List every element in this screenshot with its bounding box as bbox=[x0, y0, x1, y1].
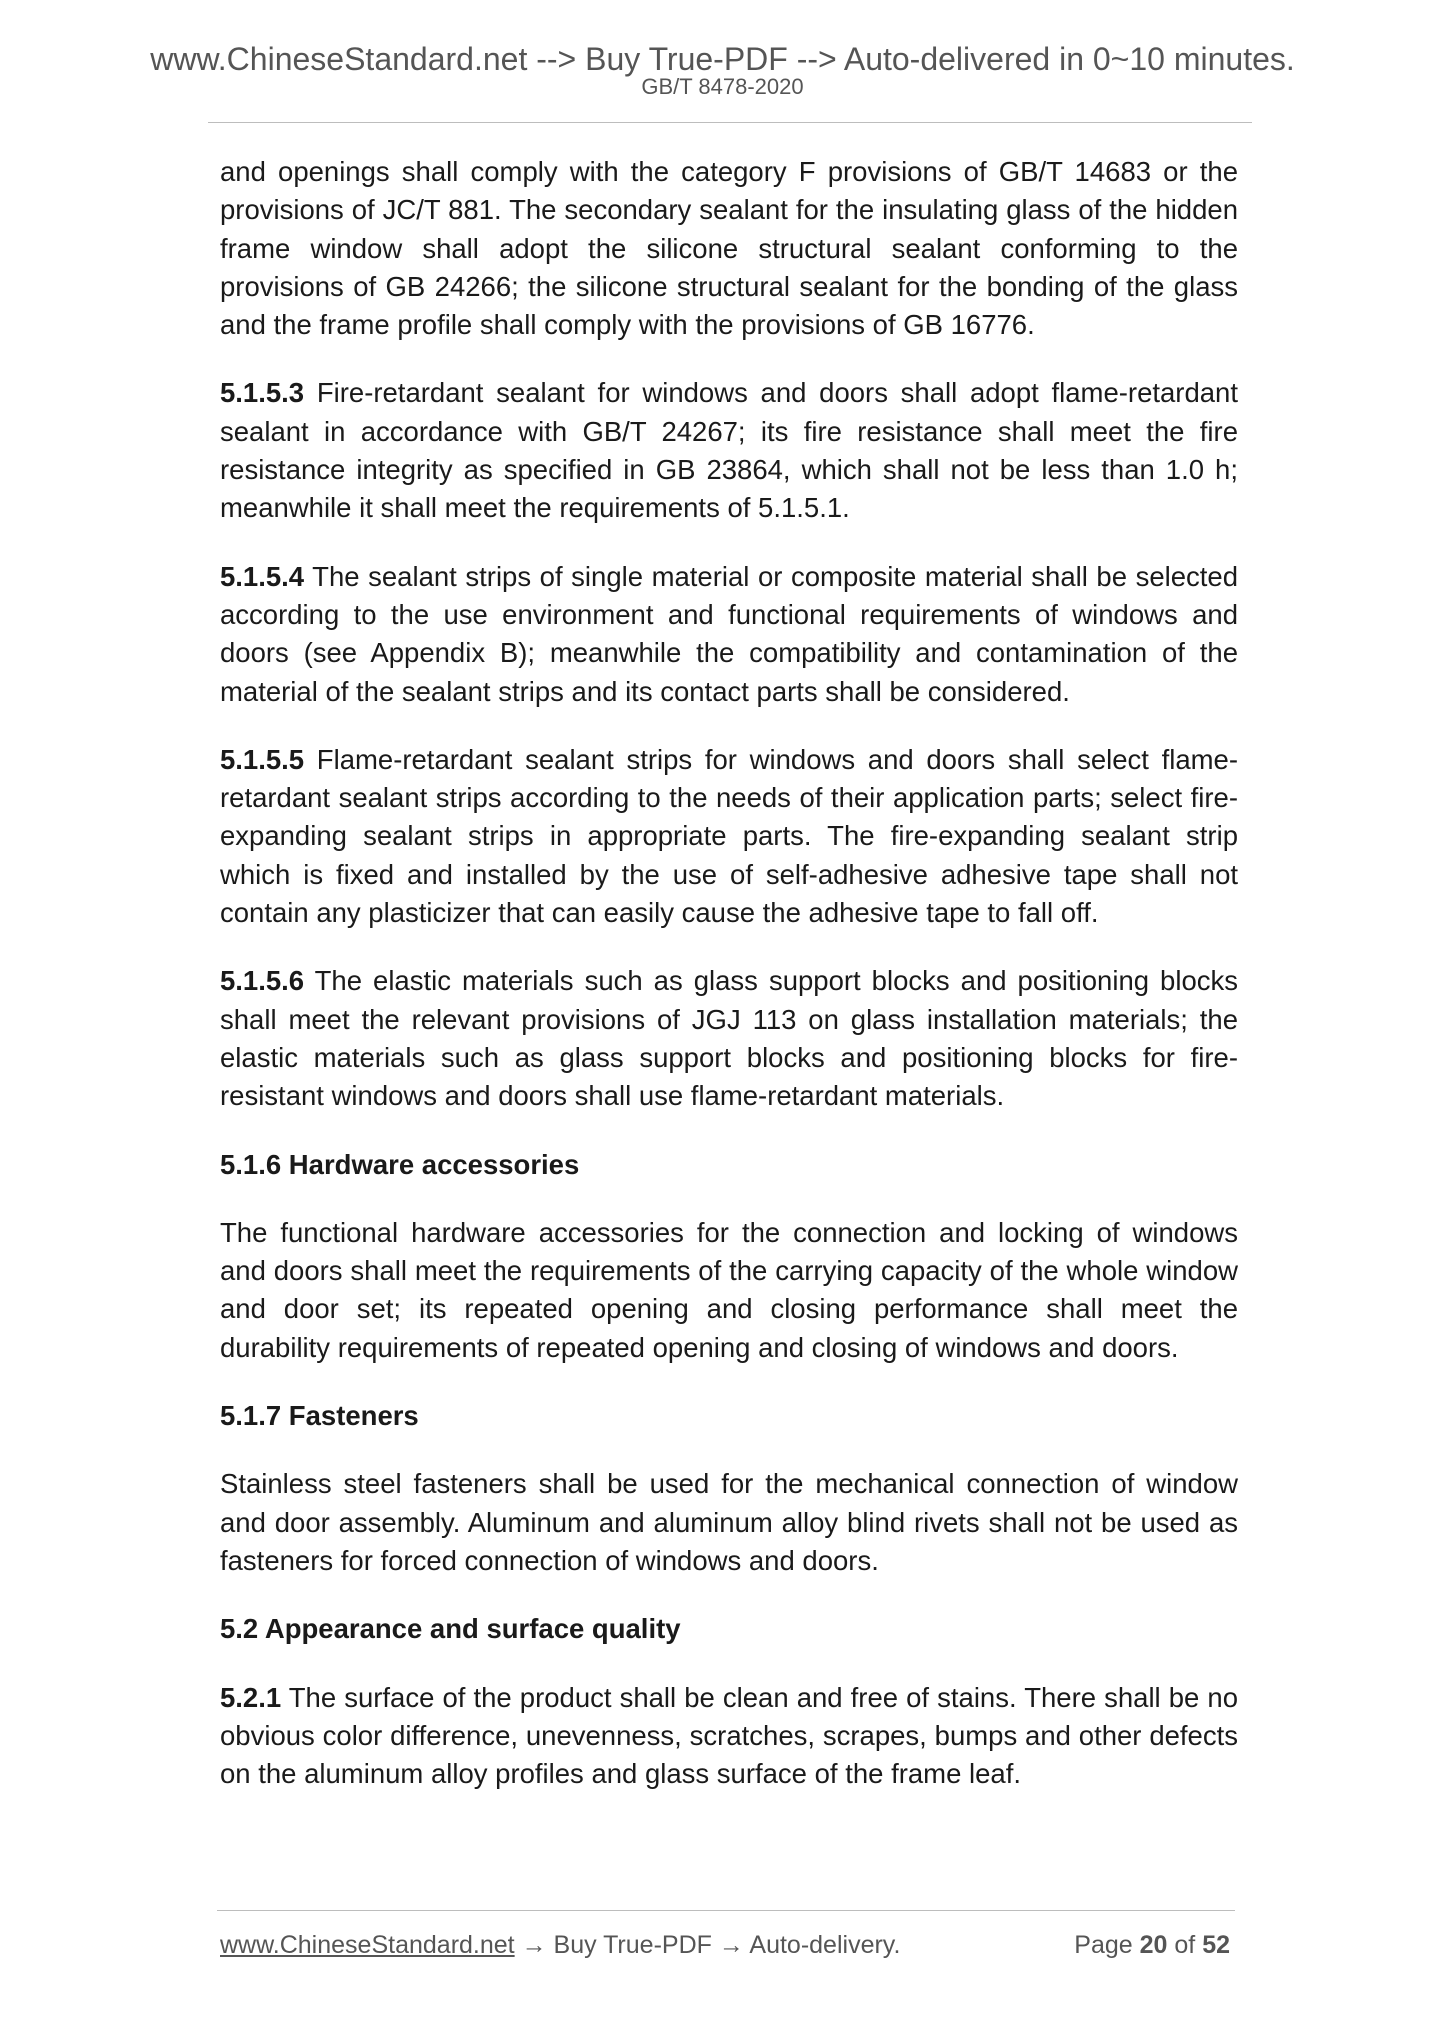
clause-number: 5.2.1 bbox=[220, 1681, 282, 1713]
document-body bbox=[220, 153, 1238, 1823]
document-id: GB/T 8478-2020 bbox=[641, 74, 804, 99]
paragraph-text: and openings shall comply with the category F provisions of GB/T 14683 or the provisions of JC/T 881. The secondary sealant for the insulating glass of the hidden frame window shall adopt the silicone structural sealant conforming to the provisions of GB 24266; the silicone structural sealant for the bonding of the glass and the frame profile shall comply with the provisions of GB 16776. bbox=[220, 156, 1238, 341]
clause-5-1-5-4 bbox=[220, 558, 1238, 711]
clause-text: The elastic materials such as glass support blocks and positioning blocks shall meet the relevant provisions of JGJ 113 on glass installation materials; the elastic materials such as glass support blocks and positioning blocks for fire-resistant windows and doors shall use flame-retardant materials. bbox=[220, 965, 1238, 1112]
paragraph-hardware bbox=[220, 1214, 1238, 1367]
page-footer bbox=[220, 1928, 1230, 1962]
paragraph-text: Stainless steel fasteners shall be used for the mechanical connection of window and door assembly. Aluminum and aluminum alloy blind rivets shall not be used as fasteners for forced connection of windows and doors. bbox=[220, 1468, 1238, 1576]
page-number: 20 bbox=[1139, 1931, 1168, 1959]
footer-divider bbox=[217, 1910, 1235, 1911]
clause-text: Flame-retardant sealant strips for windows and doors shall select flame-retardant sealant strips according to the needs of their application parts; select fire-expanding sealant strips in appropriate parts. The fire-expanding sealant strip which is fixed and installed by the use of self-adhesive adhesive tape shall not contain any plasticizer that can easily cause the adhesive tape to fall off. bbox=[220, 743, 1238, 929]
page-total: 52 bbox=[1202, 1931, 1230, 1959]
clause-5-2-1 bbox=[220, 1679, 1238, 1794]
top-banner: www.ChineseStandard.net --> Buy True-PDF --> Auto-delivered in 0~10 minutes. bbox=[150, 41, 1295, 77]
footer-promo-text: → Buy True-PDF → Auto-delivery. bbox=[514, 1931, 901, 1959]
paragraph-fasteners bbox=[220, 1465, 1238, 1580]
paragraph-text: The functional hardware accessories for the connection and locking of windows and doors shall meet the requirements of the carrying capacity of the whole window and door set; its repeated opening and closing performance shall meet the durability requirements of repeated opening and closing of windows and doors. bbox=[220, 1216, 1238, 1363]
clause-text: Fire-retardant sealant for windows and doors shall adopt flame-retardant sealant in accordance with GB/T 24267; its fire resistance shall meet the fire resistance integrity as specified in GB 23864, which shall not be less than 1.0 h; meanwhile it shall meet the requirements of 5.1.5.1. bbox=[220, 377, 1238, 524]
clause-5-1-5-6 bbox=[220, 962, 1238, 1115]
header-divider bbox=[208, 122, 1252, 123]
clause-number: 5.1.5.6 bbox=[220, 965, 305, 997]
paragraph-continuation bbox=[220, 153, 1238, 344]
clause-text: The sealant strips of single material or composite material shall be selected according to the use environment and functional requirements of windows and doors (see Appendix B); meanwhile the compatibility and contamination of the material of the sealant strips and its contact parts shall be considered. bbox=[220, 560, 1238, 707]
section-heading-fasteners: 5.1.7 Fasteners bbox=[220, 1400, 419, 1432]
of-label: of bbox=[1174, 1931, 1196, 1959]
page-label: Page bbox=[1074, 1931, 1133, 1959]
footer-promo bbox=[220, 1928, 900, 1962]
clause-number: 5.1.5.4 bbox=[220, 560, 305, 592]
section-heading-appearance: 5.2 Appearance and surface quality bbox=[220, 1613, 681, 1645]
clause-text: The surface of the product shall be clean and free of stains. There shall be no obvious color difference, unevenness, scratches, scrapes, bumps and other defects on the aluminum alloy profiles and glass surface of the frame leaf. bbox=[220, 1681, 1238, 1790]
footer-site-link[interactable]: www.ChineseStandard.net bbox=[220, 1931, 515, 1959]
clause-5-1-5-5 bbox=[220, 741, 1238, 932]
clause-number: 5.1.5.3 bbox=[220, 377, 305, 409]
page-indicator bbox=[1074, 1928, 1230, 1962]
clause-number: 5.1.5.5 bbox=[220, 743, 305, 775]
clause-5-1-5-3 bbox=[220, 374, 1238, 527]
section-heading-hardware: 5.1.6 Hardware accessories bbox=[220, 1148, 580, 1180]
